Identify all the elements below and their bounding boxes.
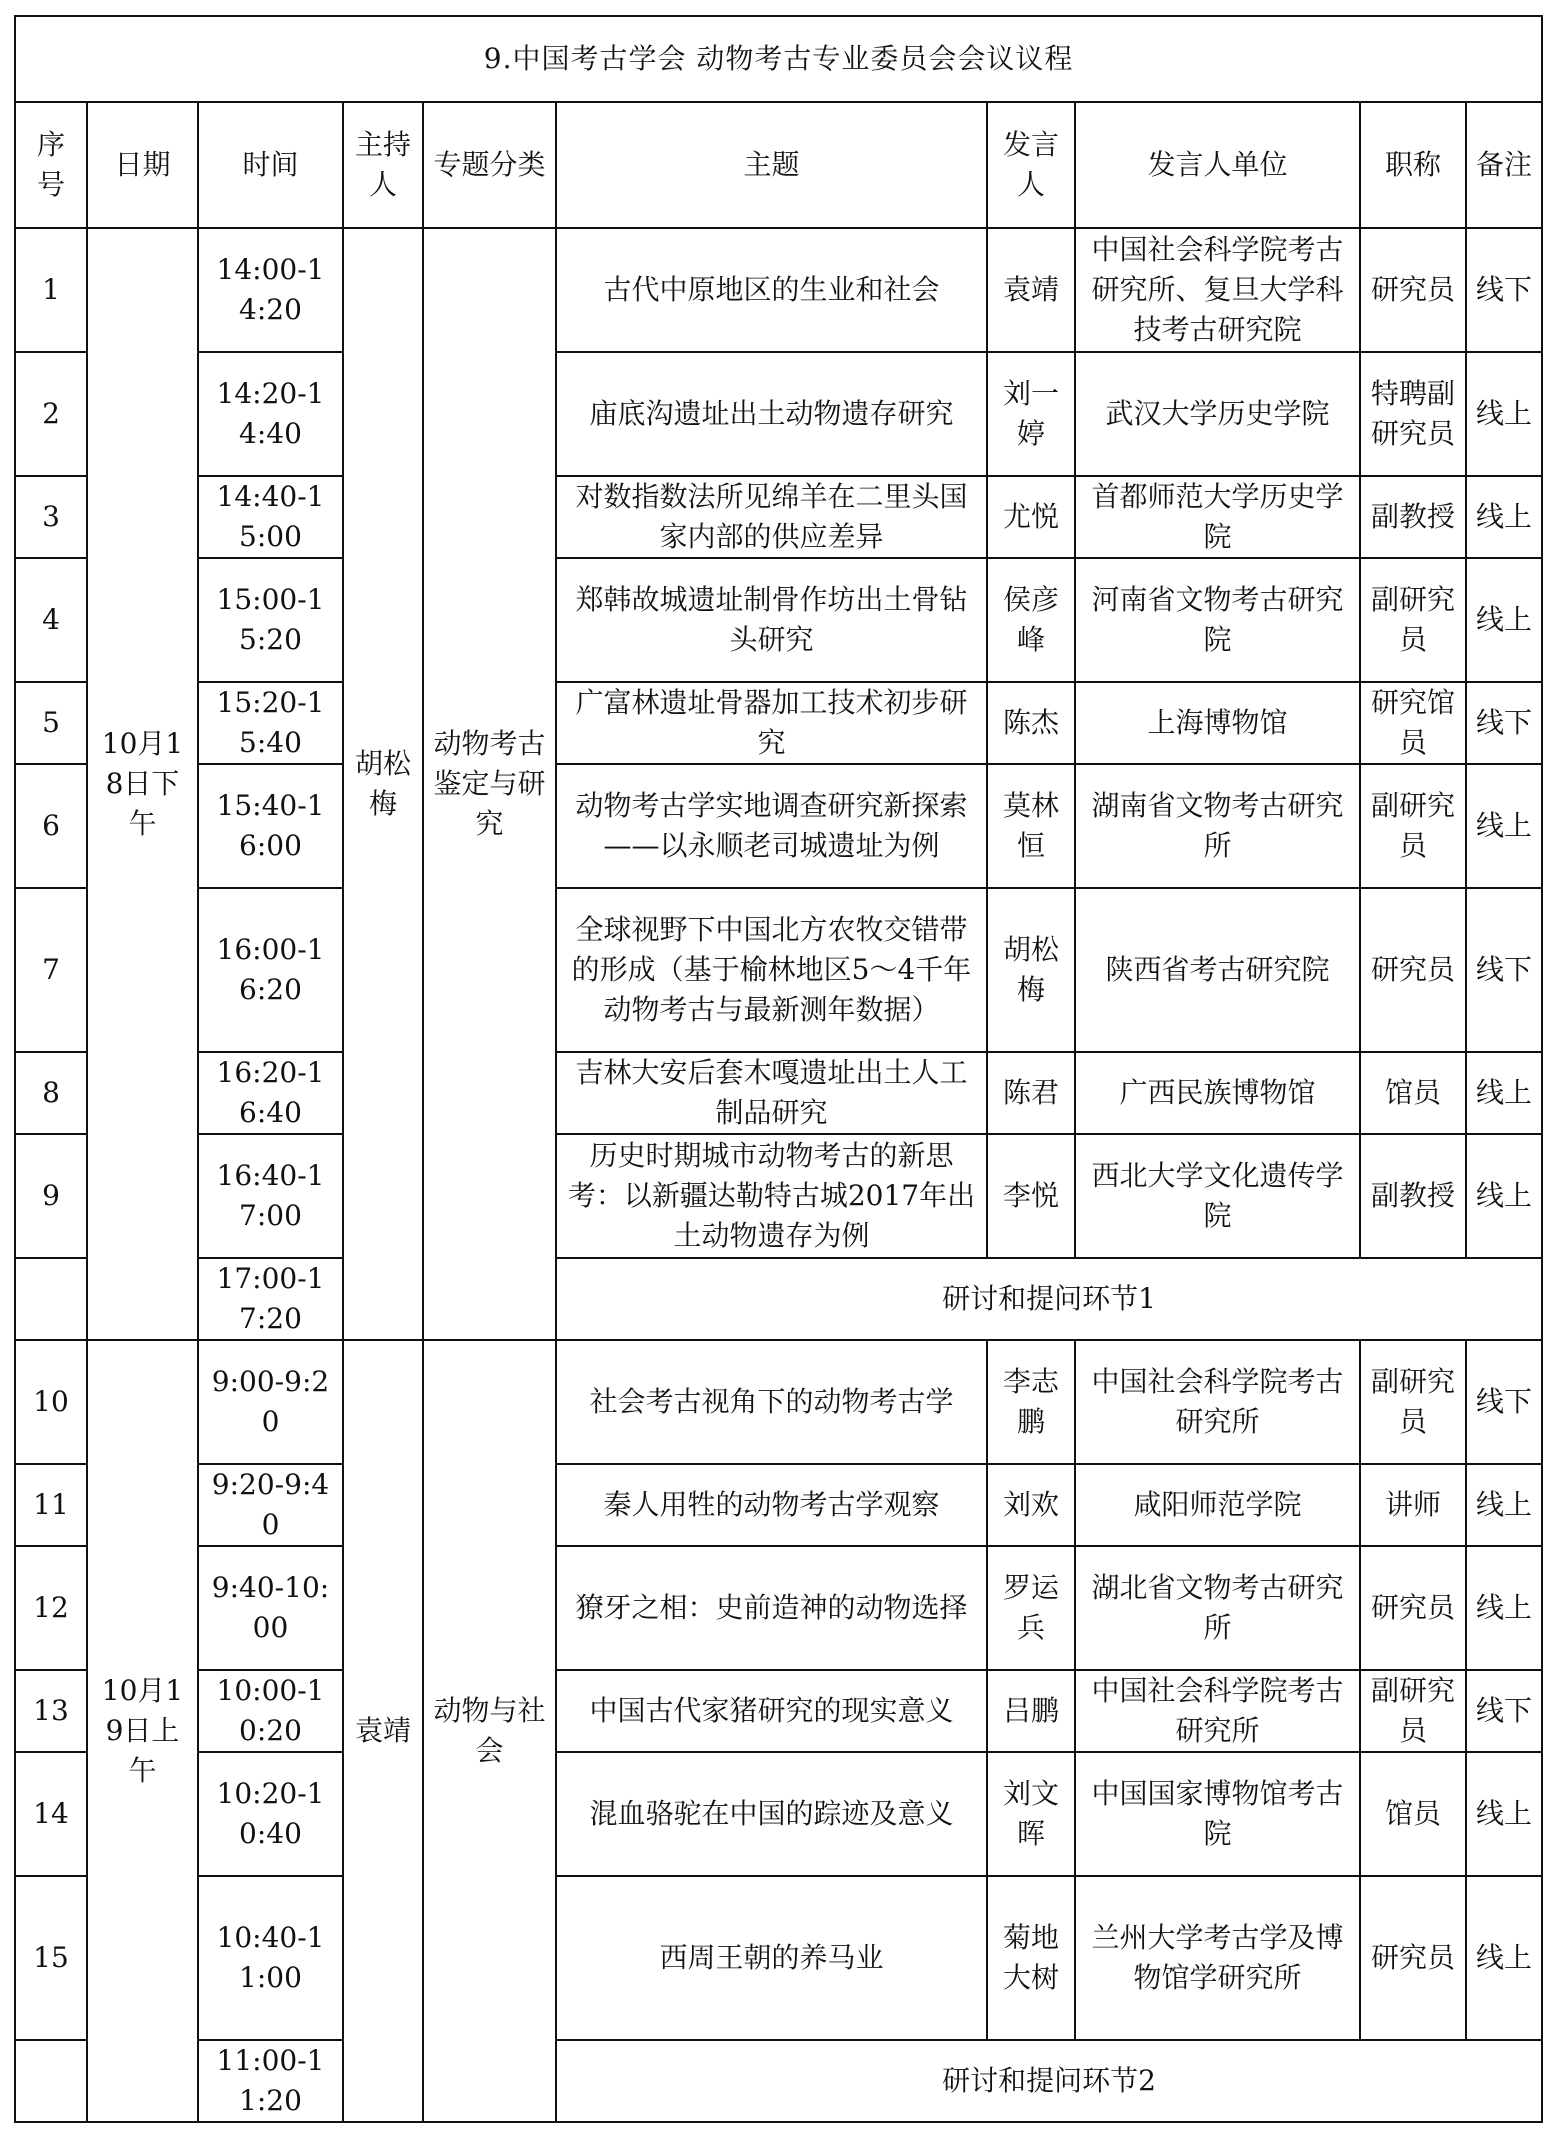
unit-cell: 西北大学文化遗传学院: [1075, 1134, 1360, 1258]
unit-cell: 中国社会科学院考古研究所、复旦大学科技考古研究院: [1075, 228, 1360, 352]
note-cell: 线上: [1466, 1464, 1542, 1546]
note-cell: 线上: [1466, 764, 1542, 888]
seq-cell: 2: [15, 352, 87, 476]
speaker-cell: 侯彦峰: [987, 558, 1075, 682]
table-row: [15, 682, 1542, 764]
rank-cell: 讲师: [1360, 1464, 1466, 1546]
date-cell: 10月19日上午: [87, 1340, 198, 2122]
host-cell: 袁靖: [343, 1340, 423, 2122]
seq-cell: 8: [15, 1052, 87, 1134]
seq-cell: 14: [15, 1752, 87, 1876]
table-row: [15, 1752, 1542, 1876]
seq-cell: 13: [15, 1670, 87, 1752]
topic-cell: 社会考古视角下的动物考古学: [556, 1340, 987, 1464]
time-cell: 9:40-10:00: [198, 1546, 343, 1670]
table-row: [15, 1876, 1542, 2040]
topic-cell: 吉林大安后套木嘎遗址出土人工制品研究: [556, 1052, 987, 1134]
unit-cell: 上海博物馆: [1075, 682, 1360, 764]
rank-cell: 研究员: [1360, 228, 1466, 352]
rank-cell: 研究员: [1360, 888, 1466, 1052]
rank-cell: 副研究员: [1360, 1340, 1466, 1464]
rank-cell: 副教授: [1360, 476, 1466, 558]
seq-cell: 12: [15, 1546, 87, 1670]
topic-cell: 西周王朝的养马业: [556, 1876, 987, 2040]
note-cell: 线下: [1466, 228, 1542, 352]
note-cell: 线下: [1466, 1670, 1542, 1752]
speaker-cell: 胡松梅: [987, 888, 1075, 1052]
table-row: [15, 1546, 1542, 1670]
table-row: [15, 1670, 1542, 1752]
unit-cell: 咸阳师范学院: [1075, 1464, 1360, 1546]
discussion-row: [15, 1258, 1542, 1340]
header-rank: 职称: [1360, 102, 1466, 228]
speaker-cell: 尤悦: [987, 476, 1075, 558]
topic-cell: 全球视野下中国北方农牧交错带的形成（基于榆林地区5～4千年动物考古与最新测年数据）: [556, 888, 987, 1052]
seq-cell-empty: [15, 2040, 87, 2122]
speaker-cell: 刘文晖: [987, 1752, 1075, 1876]
table-row: [15, 1340, 1542, 1464]
unit-cell: 湖北省文物考古研究所: [1075, 1546, 1360, 1670]
time-cell: 9:20-9:40: [198, 1464, 343, 1546]
seq-cell: 3: [15, 476, 87, 558]
unit-cell: 中国国家博物馆考古院: [1075, 1752, 1360, 1876]
header-category: 专题分类: [423, 102, 556, 228]
page-title: 9.中国考古学会 动物考古专业委员会会议议程: [15, 16, 1542, 102]
rank-cell: 研究员: [1360, 1546, 1466, 1670]
table-row: [15, 888, 1542, 1052]
rank-cell: 研究员: [1360, 1876, 1466, 2040]
discussion-time-cell: 11:00-11:20: [198, 2040, 343, 2122]
header-unit: 发言人单位: [1075, 102, 1360, 228]
table-row: [15, 558, 1542, 682]
unit-cell: 兰州大学考古学及博物馆学研究所: [1075, 1876, 1360, 2040]
unit-cell: 河南省文物考古研究院: [1075, 558, 1360, 682]
discussion-row: [15, 2040, 1542, 2122]
unit-cell: 陕西省考古研究院: [1075, 888, 1360, 1052]
seq-cell: 5: [15, 682, 87, 764]
rank-cell: 副教授: [1360, 1134, 1466, 1258]
rank-cell: 副研究员: [1360, 1670, 1466, 1752]
rank-cell: 特聘副研究员: [1360, 352, 1466, 476]
table-row: [15, 228, 1542, 352]
time-cell: 16:00-16:20: [198, 888, 343, 1052]
category-cell: 动物与社会: [423, 1340, 556, 2122]
seq-cell: 4: [15, 558, 87, 682]
header-row: [15, 102, 1542, 228]
time-cell: 14:40-15:00: [198, 476, 343, 558]
topic-cell: 庙底沟遗址出土动物遗存研究: [556, 352, 987, 476]
discussion-label: 研讨和提问环节1: [556, 1258, 1542, 1340]
seq-cell: 9: [15, 1134, 87, 1258]
note-cell: 线下: [1466, 888, 1542, 1052]
seq-cell: 15: [15, 1876, 87, 2040]
speaker-cell: 刘一婷: [987, 352, 1075, 476]
table-row: [15, 1134, 1542, 1258]
topic-cell: 古代中原地区的生业和社会: [556, 228, 987, 352]
header-speaker: 发言人: [987, 102, 1075, 228]
note-cell: 线上: [1466, 558, 1542, 682]
time-cell: 15:00-15:20: [198, 558, 343, 682]
category-cell: 动物考古鉴定与研究: [423, 228, 556, 1340]
header-seq: 序号: [15, 102, 87, 228]
rank-cell: 馆员: [1360, 1052, 1466, 1134]
note-cell: 线下: [1466, 1340, 1542, 1464]
table-row: [15, 764, 1542, 888]
topic-cell: 动物考古学实地调查研究新探索——以永顺老司城遗址为例: [556, 764, 987, 888]
unit-cell: 广西民族博物馆: [1075, 1052, 1360, 1134]
seq-cell: 6: [15, 764, 87, 888]
rank-cell: 研究馆员: [1360, 682, 1466, 764]
topic-cell: 混血骆驼在中国的踪迹及意义: [556, 1752, 987, 1876]
time-cell: 15:40-16:00: [198, 764, 343, 888]
speaker-cell: 李悦: [987, 1134, 1075, 1258]
discussion-time-cell: 17:00-17:20: [198, 1258, 343, 1340]
time-cell: 14:20-14:40: [198, 352, 343, 476]
header-host: 主持人: [343, 102, 423, 228]
rank-cell: 副研究员: [1360, 764, 1466, 888]
seq-cell: 7: [15, 888, 87, 1052]
note-cell: 线上: [1466, 1876, 1542, 2040]
discussion-label: 研讨和提问环节2: [556, 2040, 1542, 2122]
unit-cell: 湖南省文物考古研究所: [1075, 764, 1360, 888]
header-topic: 主题: [556, 102, 987, 228]
agenda-table: [14, 15, 1543, 2123]
topic-cell: 郑韩故城遗址制骨作坊出土骨钻头研究: [556, 558, 987, 682]
time-cell: 10:00-10:20: [198, 1670, 343, 1752]
speaker-cell: 李志鹏: [987, 1340, 1075, 1464]
seq-cell: 1: [15, 228, 87, 352]
topic-cell: 广富林遗址骨器加工技术初步研究: [556, 682, 987, 764]
unit-cell: 中国社会科学院考古研究所: [1075, 1670, 1360, 1752]
speaker-cell: 陈君: [987, 1052, 1075, 1134]
rank-cell: 馆员: [1360, 1752, 1466, 1876]
date-cell: 10月18日下午: [87, 228, 198, 1340]
note-cell: 线上: [1466, 1752, 1542, 1876]
unit-cell: 中国社会科学院考古研究所: [1075, 1340, 1360, 1464]
note-cell: 线上: [1466, 352, 1542, 476]
speaker-cell: 莫林恒: [987, 764, 1075, 888]
speaker-cell: 罗运兵: [987, 1546, 1075, 1670]
unit-cell: 首都师范大学历史学院: [1075, 476, 1360, 558]
host-cell: 胡松梅: [343, 228, 423, 1340]
topic-cell: 秦人用牲的动物考古学观察: [556, 1464, 987, 1546]
topic-cell: 历史时期城市动物考古的新思考：以新疆达勒特古城2017年出土动物遗存为例: [556, 1134, 987, 1258]
time-cell: 15:20-15:40: [198, 682, 343, 764]
time-cell: 10:20-10:40: [198, 1752, 343, 1876]
time-cell: 16:20-16:40: [198, 1052, 343, 1134]
note-cell: 线上: [1466, 476, 1542, 558]
header-note: 备注: [1466, 102, 1542, 228]
note-cell: 线上: [1466, 1052, 1542, 1134]
table-row: [15, 352, 1542, 476]
time-cell: 9:00-9:20: [198, 1340, 343, 1464]
note-cell: 线下: [1466, 682, 1542, 764]
table-row: [15, 476, 1542, 558]
speaker-cell: 陈杰: [987, 682, 1075, 764]
speaker-cell: 袁靖: [987, 228, 1075, 352]
unit-cell: 武汉大学历史学院: [1075, 352, 1360, 476]
note-cell: 线上: [1466, 1134, 1542, 1258]
seq-cell-empty: [15, 1258, 87, 1340]
topic-cell: 中国古代家猪研究的现实意义: [556, 1670, 987, 1752]
speaker-cell: 吕鹏: [987, 1670, 1075, 1752]
time-cell: 16:40-17:00: [198, 1134, 343, 1258]
table-row: [15, 1052, 1542, 1134]
time-cell: 10:40-11:00: [198, 1876, 343, 2040]
topic-cell: 对数指数法所见绵羊在二里头国家内部的供应差异: [556, 476, 987, 558]
header-date: 日期: [87, 102, 198, 228]
topic-cell: 獠牙之相：史前造神的动物选择: [556, 1546, 987, 1670]
note-cell: 线上: [1466, 1546, 1542, 1670]
seq-cell: 10: [15, 1340, 87, 1464]
table-row: [15, 1464, 1542, 1546]
seq-cell: 11: [15, 1464, 87, 1546]
header-time: 时间: [198, 102, 343, 228]
rank-cell: 副研究员: [1360, 558, 1466, 682]
speaker-cell: 菊地大树: [987, 1876, 1075, 2040]
speaker-cell: 刘欢: [987, 1464, 1075, 1546]
time-cell: 14:00-14:20: [198, 228, 343, 352]
